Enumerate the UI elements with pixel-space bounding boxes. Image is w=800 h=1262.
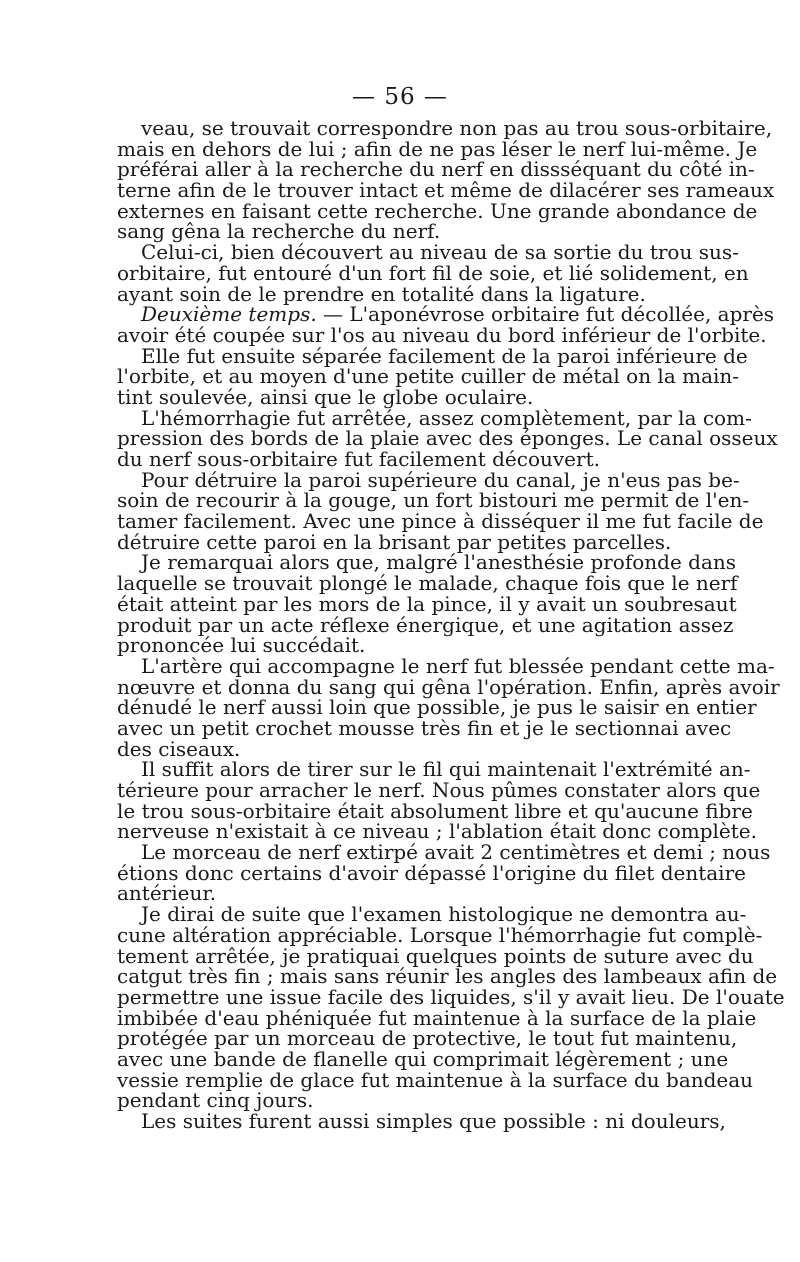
text-line: Pour détruire la paroi supérieure du canal, je n'eus pas be- <box>141 467 740 492</box>
text-line: Je remarquai alors que, malgré l'anesthésie profonde dans <box>141 550 737 575</box>
text-line: pression des bords de la plaie avec des éponges. Le canal osseux <box>117 426 778 451</box>
text-line: détruire cette paroi en la brisant par petites parcelles. <box>117 529 672 554</box>
text-line: antérieur. <box>117 881 217 906</box>
text-line: tement arrêtée, je pratiquai quelques points de suture avec du <box>117 943 754 968</box>
text-line: avec un petit crochet mousse très fin et je le sectionnai avec <box>117 715 732 740</box>
text-line: préférai aller à la recherche du nerf en dissséquant du côté in- <box>117 157 755 182</box>
text-line: étions donc certains d'avoir dépassé l'origine du filet dentaire <box>117 860 746 885</box>
body-text <box>117 116 785 1133</box>
paragraph <box>117 902 785 1113</box>
text-line: sang gêna la recherche du nerf. <box>117 219 441 244</box>
text-line: avoir été coupée sur l'os au niveau du bord inférieur de l'orbite. <box>117 322 767 347</box>
text-line: le trou sous-orbitaire était absolument libre et qu'aucune fibre <box>117 798 753 823</box>
text-line: nerveuse n'existait à ce niveau ; l'ablation était donc complète. <box>117 819 757 844</box>
text-line: tint soulevée, ainsi que le globe oculaire. <box>117 384 534 409</box>
text-line: dénudé le nerf aussi loin que possible, je pus le saisir en entier <box>117 695 757 720</box>
text-line: imbibée d'eau phéniquée fut maintenue à la surface de la plaie <box>117 1005 757 1030</box>
paragraph <box>117 757 761 844</box>
paragraph <box>117 467 764 554</box>
text-line: orbitaire, fut entouré d'un fort fil de soie, et lié solidement, en <box>117 260 749 285</box>
text-line: laquelle se trouvait plongé le malade, chaque fois que le nerf <box>117 571 738 596</box>
line-text: — L'aponévrose orbitaire fut décollée, après <box>316 302 775 327</box>
text-line: vessie remplie de glace fut maintenue à la surface du bandeau <box>117 1067 754 1092</box>
text-line: L'hémorrhagie fut arrêtée, assez complètement, par la com- <box>141 405 752 430</box>
text-line: Il suffit alors de tirer sur le fil qui maintenait l'extrémité an- <box>141 757 751 782</box>
text-line <box>117 302 775 327</box>
text-line: L'artère qui accompagne le nerf fut blessée pendant cette ma- <box>141 653 775 678</box>
text-line: Elle fut ensuite séparée facilement de la paroi inférieure de <box>141 343 748 368</box>
text-line: soin de recourir à la gouge, un fort bistouri me permit de l'en- <box>117 488 750 513</box>
text-line: prononcée lui succédait. <box>117 633 366 658</box>
paragraph <box>117 653 780 761</box>
italic-heading: Deuxième temps. <box>141 302 317 327</box>
paragraph <box>117 550 738 658</box>
text-line: des ciseaux. <box>117 736 241 761</box>
text-line: ayant soin de le prendre en totalité dans la ligature. <box>117 281 646 306</box>
text-line: mais en dehors de lui ; afin de ne pas léser le nerf lui-même. Je <box>117 136 758 161</box>
paragraph <box>117 302 775 347</box>
text-line: Celui-ci, bien découvert au niveau de sa sortie du trou sus- <box>141 240 739 265</box>
page-number: — 56 — <box>352 84 448 110</box>
text-line: pendant cinq jours. <box>117 1088 314 1113</box>
text-line: terne afin de le trouver intact et même de dilacérer ses rameaux <box>117 178 775 203</box>
text-line: du nerf sous-orbitaire fut facilement découvert. <box>117 447 600 471</box>
text-line: externes en faisant cette recherche. Une grande abondance de <box>117 198 758 223</box>
paragraph <box>117 1109 726 1133</box>
text-line: Je dirai de suite que l'examen histologique ne demontra au- <box>141 902 747 927</box>
text-line: cune altération appréciable. Lorsque l'hémorrhagie fut complè- <box>117 922 763 947</box>
text-line: Le morceau de nerf extirpé avait 2 centimètres et demi ; nous <box>141 840 771 865</box>
paragraph <box>117 116 775 244</box>
text-line: protégée par un morceau de protective, le tout fut maintenu, <box>117 1026 738 1051</box>
text-line: tamer facilement. Avec une pince à disséquer il me fut facile de <box>117 509 764 534</box>
paragraph <box>117 405 778 471</box>
text-line: l'orbite, et au moyen d'une petite cuiller de métal on la main- <box>117 364 740 389</box>
text-line: permettre une issue facile des liquides, s'il y avait lieu. De l'ouate <box>117 984 785 1009</box>
text-line: produit par un acte réflexe énergique, et une agitation assez <box>117 612 734 637</box>
text-line: avec une bande de flanelle qui comprimait légèrement ; une <box>117 1046 729 1071</box>
paragraph <box>117 343 748 409</box>
text-line: catgut très fin ; mais sans réunir les angles des lambeaux afin de <box>117 964 778 989</box>
paragraph <box>117 240 749 306</box>
paragraph <box>117 840 771 906</box>
text-line: Les suites furent aussi simples que possible : ni douleurs, <box>141 1109 726 1133</box>
text-line: était atteint par les mors de la pince, il y avait un soubresaut <box>117 591 737 616</box>
text-line: térieure pour arracher le nerf. Nous pûmes constater alors que <box>117 778 761 802</box>
text-line: veau, se trouvait correspondre non pas au trou sous-orbitaire, <box>141 116 773 140</box>
text-line: nœuvre et donna du sang qui gêna l'opération. Enfin, après avoir <box>117 674 780 699</box>
